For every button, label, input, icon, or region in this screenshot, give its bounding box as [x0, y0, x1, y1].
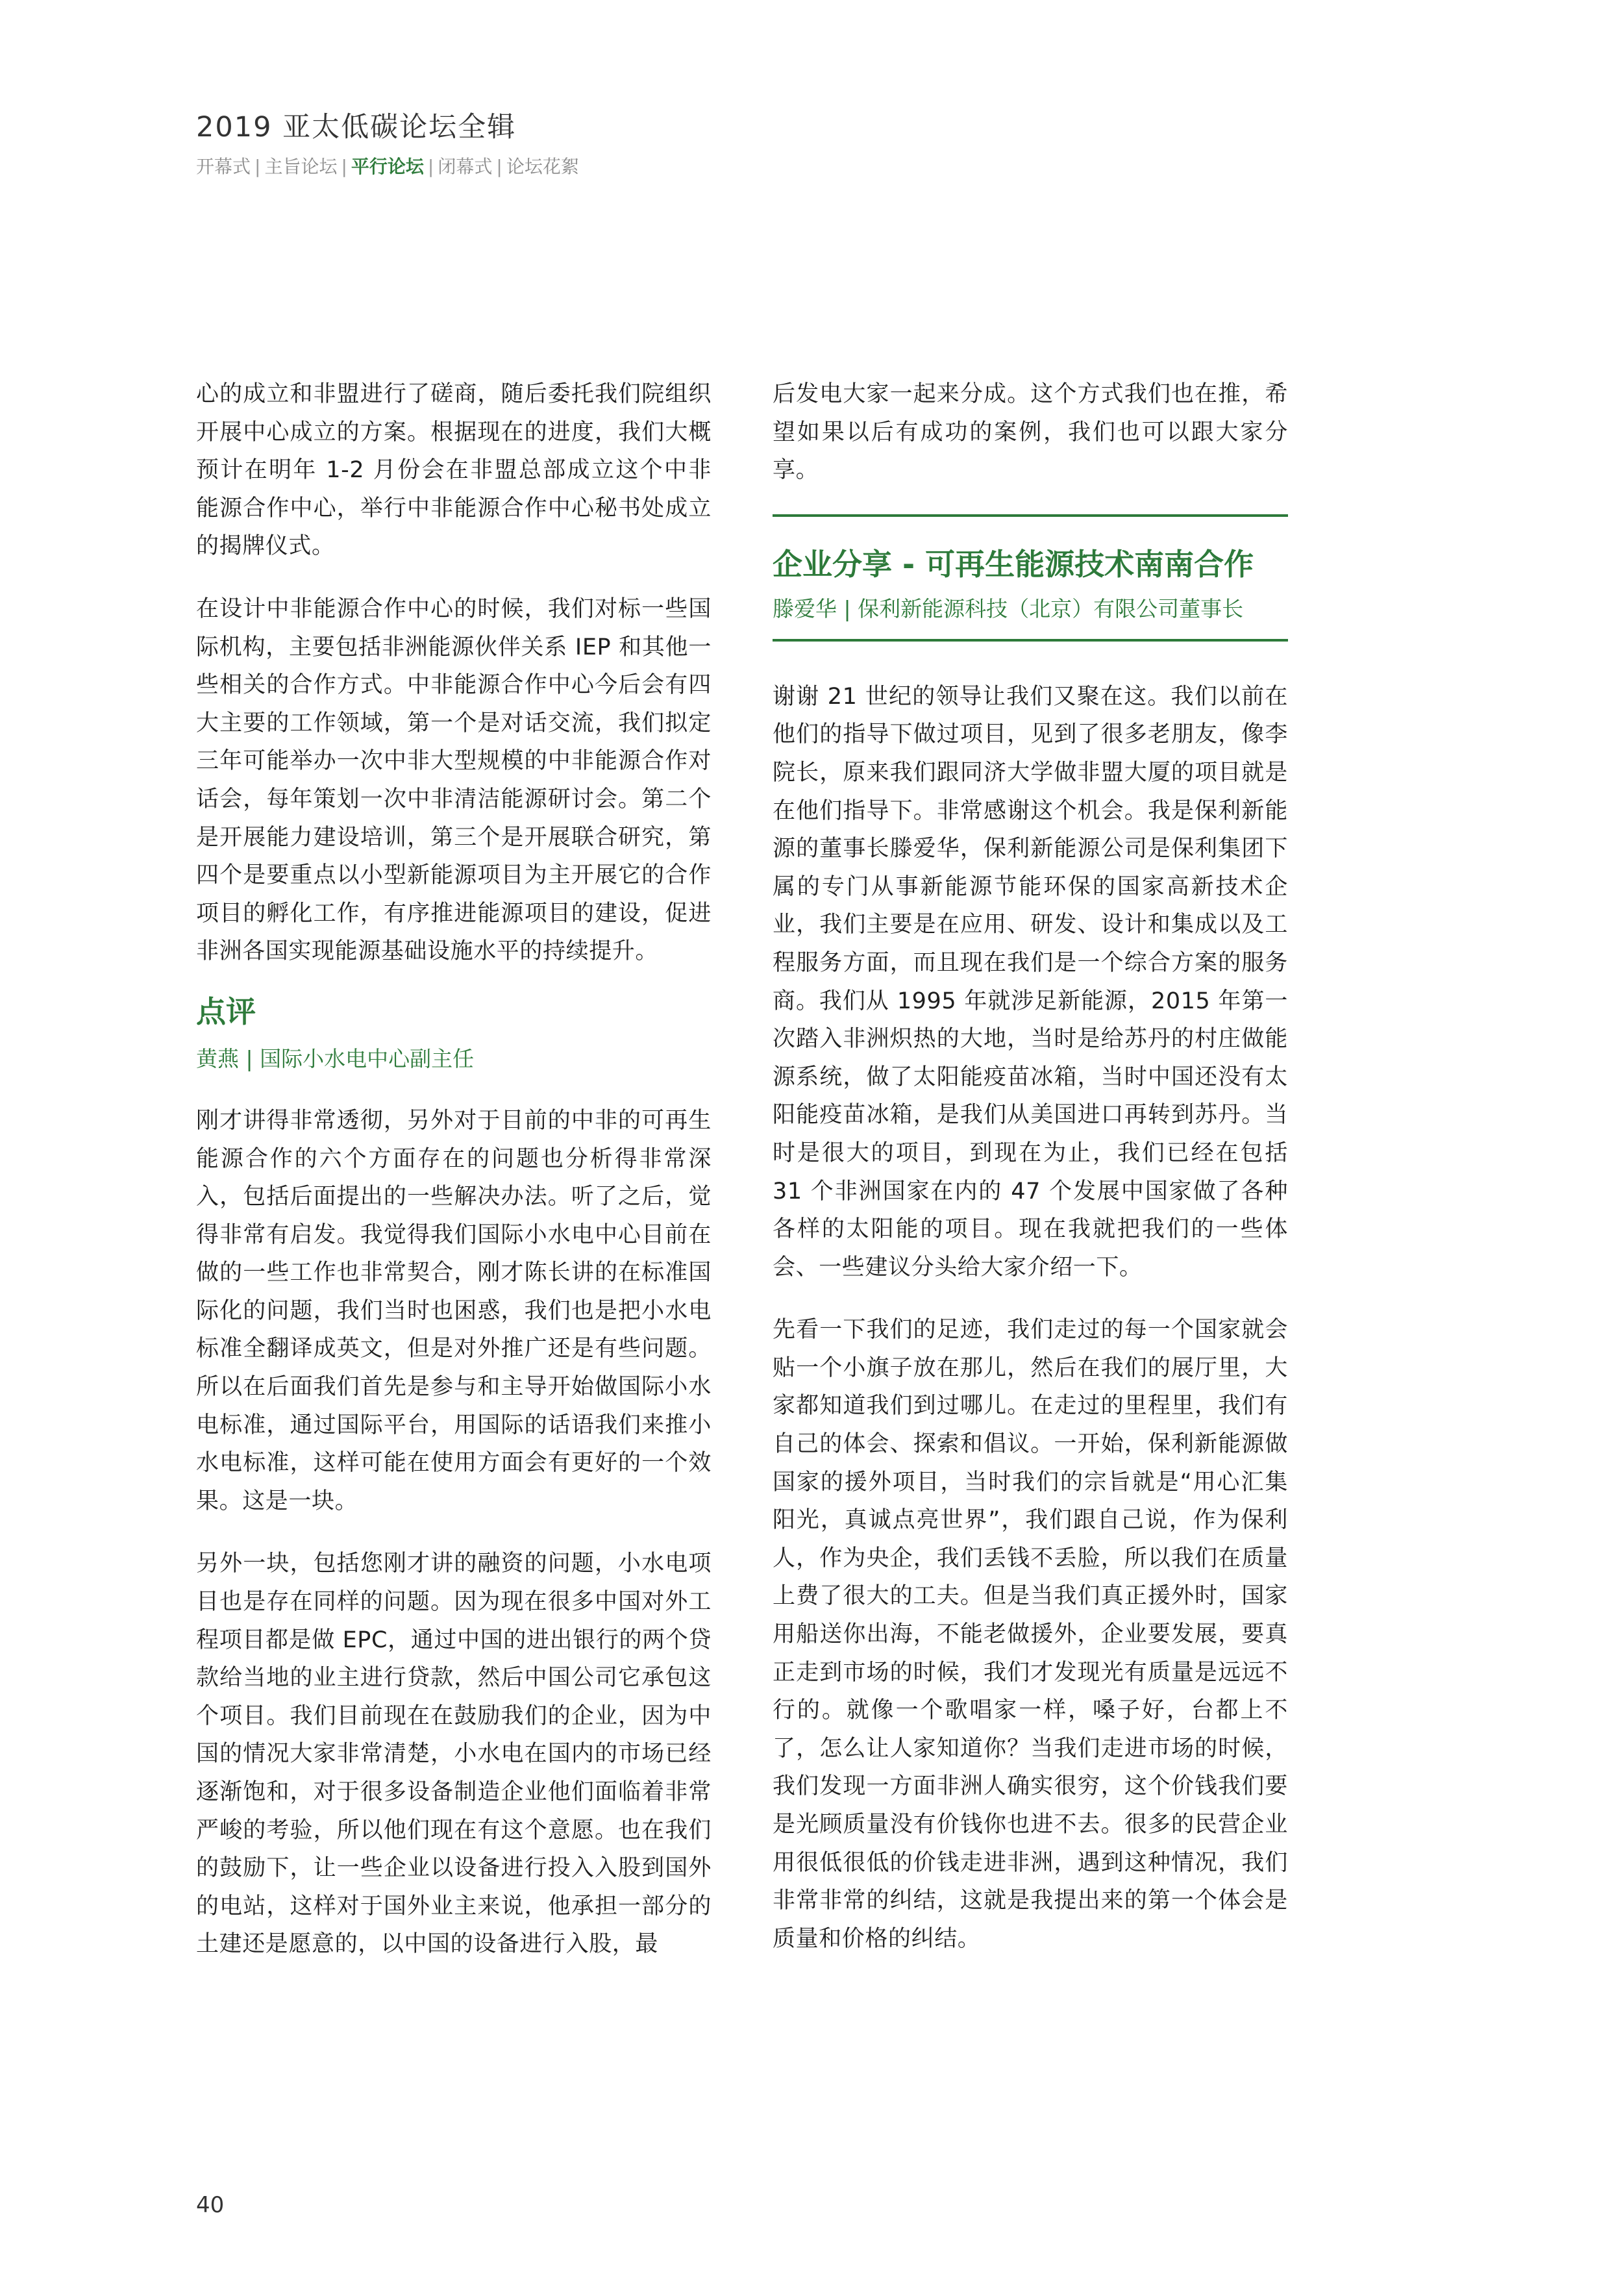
paragraph: 先看一下我们的足迹，我们走过的每一个国家就会贴一个小旗子放在那儿，然后在我们的展厅里，大家都知道我们到过哪儿。在走过的里程里，我们有自己的体会、探索和倡议。一开始，保利新能源做国家的援外项目，当时我们的宗旨就是“用心汇集阳光，真诚点亮世界”，我们跟自己说，作为保利人，作为央企，我们丢钱不丢脸，所以我们在质量上费了很大的工夫。但是当我们真正援外时，国家用船送你出海，不能老做援外，企业要发展，要真正走到市场的时候，我们才发现光有质量是远远不行的。就像一个歌唱家一样，嗓子好，台都上不了，怎么让人家知道你？当我们走进市场的时候，我们发现一方面非洲人确实很穷，这个价钱我们要是光顾质量没有价钱你也进不去。很多的民营企业用很低很低的价钱走进非洲，遇到这种情况，我们非常非常的纠结，这就是我提出来的第一个体会是质量和价格的纠结。	[773, 1317, 1288, 1952]
paragraph: 另外一块，包括您刚才讲的融资的问题，小水电项目也是存在同样的问题。因为现在很多中国对外工程项目都是做 EPC，通过中国的进出银行的两个贷款给当地的业主进行贷款，然后中国公司它承包这个项目。我们目前现在在鼓励我们的企业，因为中国的情况大家非常清楚，小水电在国内的市场已经逐渐饱和，对于很多设备制造企业他们面临着非常严峻的考验，所以他们现在有这个意愿。也在我们的鼓励下，让一些企业以设备进行投入入股到国外的电站，这样对于国外业主来说，他承担一部分的土建还是愿意的，以中国的设备进行入股，最	[196, 1551, 712, 1958]
nav-item-closing: 闭幕式	[438, 156, 493, 177]
paragraph: 在设计中非能源合作中心的时候，我们对标一些国际机构，主要包括非洲能源伙伴关系 IEP 和其他一些相关的合作方式。中非能源合作中心今后会有四大主要的工作领域，第一个是对话交流，我们拟定三年可能举办一次中非大型规模的中非能源合作对话会，每年策划一次中非清洁能源研讨会。第二个是开展能力建设培训，第三个是开展联合研究，第四个是要重点以小型新能源项目为主开展它的合作项目的孵化工作，有序推进能源项目的建设，促进非洲各国实现能源基础设施水平的持续提升。	[196, 595, 712, 965]
comment-section-heading	[196, 992, 712, 1075]
document-title: 2019 亚太低碳论坛全辑	[196, 111, 517, 144]
paragraph: 心的成立和非盟进行了磋商，随后委托我们院组织开展中心成立的方案。根据现在的进度，我们大概预计在明年 1-2 月份会在非盟总部成立这个中非能源合作中心，举行中非能源合作中心秘书处成立的揭牌仪式。	[196, 381, 712, 560]
paragraph: 后发电大家一起来分成。这个方式我们也在推，希望如果以后有成功的案例，我们也可以跟大家分享。	[773, 381, 1288, 484]
paragraph: 刚才讲得非常透彻，另外对于目前的中非的可再生能源合作的六个方面存在的问题也分析得非常深入，包括后面提出的一些解决办法。听了之后，觉得非常有启发。我觉得我们国际小水电中心目前在做的一些工作也非常契合，刚才陈长讲的在标准国际化的问题，我们当时也困惑，我们也是把小水电标准全翻译成英文，但是对外推广还是有些问题。所以在后面我们首先是参与和主导开始做国际小水电标准，通过国际平台，用国际的话语我们来推小水电标准，这样可能在使用方面会有更好的一个效果。这是一块。	[196, 1107, 712, 1514]
nav-item-opening: 开幕式	[196, 156, 251, 177]
page-number: 40	[196, 2192, 225, 2218]
nav-item-keynote: 主旨论坛	[264, 156, 338, 177]
left-column	[196, 375, 712, 1988]
paragraph: 谢谢 21 世纪的领导让我们又聚在这。我们以前在他们的指导下做过项目，见到了很多老朋友，像李院长，原来我们跟同济大学做非盟大厦的项目就是在他们指导下。非常感谢这个机会。我是保利新能源的董事长滕爱华，保利新能源公司是保利集团下属的专门从事新能源节能环保的国家高新技术企业，我们主要是在应用、研发、设计和集成以及工程服务方面，而且现在我们是一个综合方案的服务商。我们从 1995 年就涉足新能源，2015 年第一次踏入非洲炽热的大地，当时是给苏丹的村庄做能源系统，做了太阳能疫苗冰箱，当时中国还没有太阳能疫苗冰箱，是我们从美国进口再转到苏丹。当时是很大的项目，到现在为止，我们已经在包括 31 个非洲国家在内的 47 个发展中国家做了各种各样的太阳能的项目。现在我就把我们的一些体会、一些建议分头给大家介绍一下。	[773, 683, 1288, 1280]
nav-separator: |	[427, 156, 434, 177]
section-title: 企业分享 - 可再生能源技术南南合作	[773, 546, 1254, 582]
enterprise-section-heading	[773, 517, 1288, 625]
page-header	[196, 109, 579, 179]
section-title: 点评	[196, 993, 256, 1029]
speaker-byline: 滕爱华 | 保利新能源科技（北京）有限公司董事长	[773, 595, 1244, 621]
nav-separator: |	[496, 156, 502, 177]
section-nav	[196, 155, 579, 179]
nav-separator: |	[254, 156, 261, 177]
nav-item-parallel-active: 平行论坛	[351, 156, 424, 177]
speaker-byline: 黄燕 | 国际小水电中心副主任	[196, 1045, 475, 1071]
nav-separator: |	[341, 156, 347, 177]
right-column	[773, 375, 1288, 1982]
nav-item-highlights: 论坛花絮	[506, 156, 579, 177]
